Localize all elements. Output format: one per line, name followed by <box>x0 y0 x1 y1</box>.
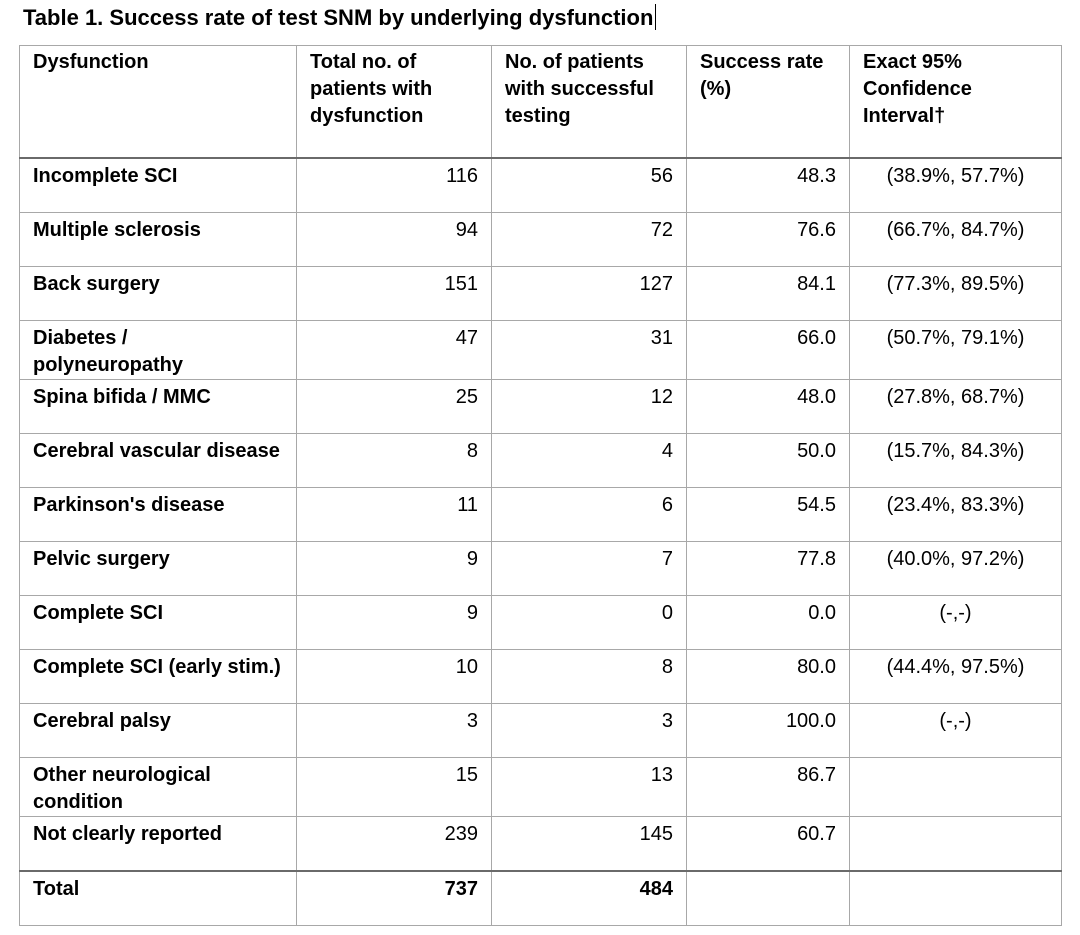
text-cursor <box>655 4 656 30</box>
cell-total: 3 <box>297 704 492 758</box>
header-confidence-interval: Exact 95% Confidence Interval† <box>850 46 1062 159</box>
cell-total: 9 <box>297 542 492 596</box>
cell-successful: 4 <box>492 434 687 488</box>
cell-total-ci <box>850 871 1062 926</box>
cell-successful: 127 <box>492 267 687 321</box>
header-success-rate: Success rate (%) <box>687 46 850 159</box>
header-total-patients: Total no. of patients with dysfunction <box>297 46 492 159</box>
cell-successful: 56 <box>492 158 687 213</box>
cell-dysfunction: Complete SCI (early stim.) <box>20 650 297 704</box>
cell-total: 15 <box>297 758 492 817</box>
header-row <box>20 46 1062 159</box>
table-row <box>20 817 1062 872</box>
cell-ci: (-,-) <box>850 596 1062 650</box>
table-row <box>20 596 1062 650</box>
cell-rate: 48.0 <box>687 380 850 434</box>
cell-rate: 80.0 <box>687 650 850 704</box>
cell-ci <box>850 758 1062 817</box>
cell-ci: (50.7%, 79.1%) <box>850 321 1062 380</box>
table-row <box>20 158 1062 213</box>
cell-ci: (40.0%, 97.2%) <box>850 542 1062 596</box>
total-row <box>20 871 1062 926</box>
cell-successful: 8 <box>492 650 687 704</box>
cell-rate: 66.0 <box>687 321 850 380</box>
cell-dysfunction: Spina bifida / MMC <box>20 380 297 434</box>
cell-total: 47 <box>297 321 492 380</box>
cell-ci: (38.9%, 57.7%) <box>850 158 1062 213</box>
cell-dysfunction: Not clearly reported <box>20 817 297 872</box>
cell-total: 116 <box>297 158 492 213</box>
cell-successful: 31 <box>492 321 687 380</box>
cell-total: 8 <box>297 434 492 488</box>
cell-rate: 100.0 <box>687 704 850 758</box>
cell-rate: 84.1 <box>687 267 850 321</box>
table-row <box>20 434 1062 488</box>
cell-rate: 86.7 <box>687 758 850 817</box>
table-row <box>20 267 1062 321</box>
cell-dysfunction: Complete SCI <box>20 596 297 650</box>
cell-rate: 60.7 <box>687 817 850 872</box>
cell-rate: 48.3 <box>687 158 850 213</box>
cell-rate: 50.0 <box>687 434 850 488</box>
table-row <box>20 380 1062 434</box>
cell-total: 9 <box>297 596 492 650</box>
header-successful-patients: No. of patients with successful testing <box>492 46 687 159</box>
header-dysfunction: Dysfunction <box>20 46 297 159</box>
cell-successful: 12 <box>492 380 687 434</box>
cell-total-patients: 737 <box>297 871 492 926</box>
cell-total-rate <box>687 871 850 926</box>
table-row <box>20 704 1062 758</box>
cell-ci <box>850 817 1062 872</box>
cell-total-label: Total <box>20 871 297 926</box>
table-row <box>20 213 1062 267</box>
cell-successful: 72 <box>492 213 687 267</box>
cell-ci: (77.3%, 89.5%) <box>850 267 1062 321</box>
cell-total: 25 <box>297 380 492 434</box>
cell-successful: 7 <box>492 542 687 596</box>
cell-dysfunction: Incomplete SCI <box>20 158 297 213</box>
cell-dysfunction: Cerebral vascular disease <box>20 434 297 488</box>
cell-dysfunction: Back surgery <box>20 267 297 321</box>
cell-dysfunction: Diabetes / polyneuropathy <box>20 321 297 380</box>
cell-total: 151 <box>297 267 492 321</box>
cell-successful: 3 <box>492 704 687 758</box>
cell-ci: (27.8%, 68.7%) <box>850 380 1062 434</box>
cell-total-successful: 484 <box>492 871 687 926</box>
cell-ci: (-,-) <box>850 704 1062 758</box>
success-rate-table <box>19 45 1062 926</box>
cell-rate: 54.5 <box>687 488 850 542</box>
cell-dysfunction: Cerebral palsy <box>20 704 297 758</box>
cell-ci: (23.4%, 83.3%) <box>850 488 1062 542</box>
cell-successful: 145 <box>492 817 687 872</box>
cell-total: 10 <box>297 650 492 704</box>
table-row <box>20 542 1062 596</box>
table-row <box>20 321 1062 380</box>
cell-dysfunction: Pelvic surgery <box>20 542 297 596</box>
cell-total: 94 <box>297 213 492 267</box>
cell-successful: 0 <box>492 596 687 650</box>
cell-rate: 77.8 <box>687 542 850 596</box>
cell-total: 11 <box>297 488 492 542</box>
cell-dysfunction: Other neurological condition <box>20 758 297 817</box>
table-caption <box>23 4 656 31</box>
table-row <box>20 650 1062 704</box>
cell-total: 239 <box>297 817 492 872</box>
cell-ci: (44.4%, 97.5%) <box>850 650 1062 704</box>
cell-ci: (15.7%, 84.3%) <box>850 434 1062 488</box>
cell-rate: 76.6 <box>687 213 850 267</box>
cell-successful: 6 <box>492 488 687 542</box>
cell-dysfunction: Parkinson's disease <box>20 488 297 542</box>
cell-successful: 13 <box>492 758 687 817</box>
table-row <box>20 758 1062 817</box>
table-row <box>20 488 1062 542</box>
table-caption-text: Table 1. Success rate of test SNM by underlying dysfunction <box>23 5 654 30</box>
cell-ci: (66.7%, 84.7%) <box>850 213 1062 267</box>
cell-dysfunction: Multiple sclerosis <box>20 213 297 267</box>
cell-rate: 0.0 <box>687 596 850 650</box>
